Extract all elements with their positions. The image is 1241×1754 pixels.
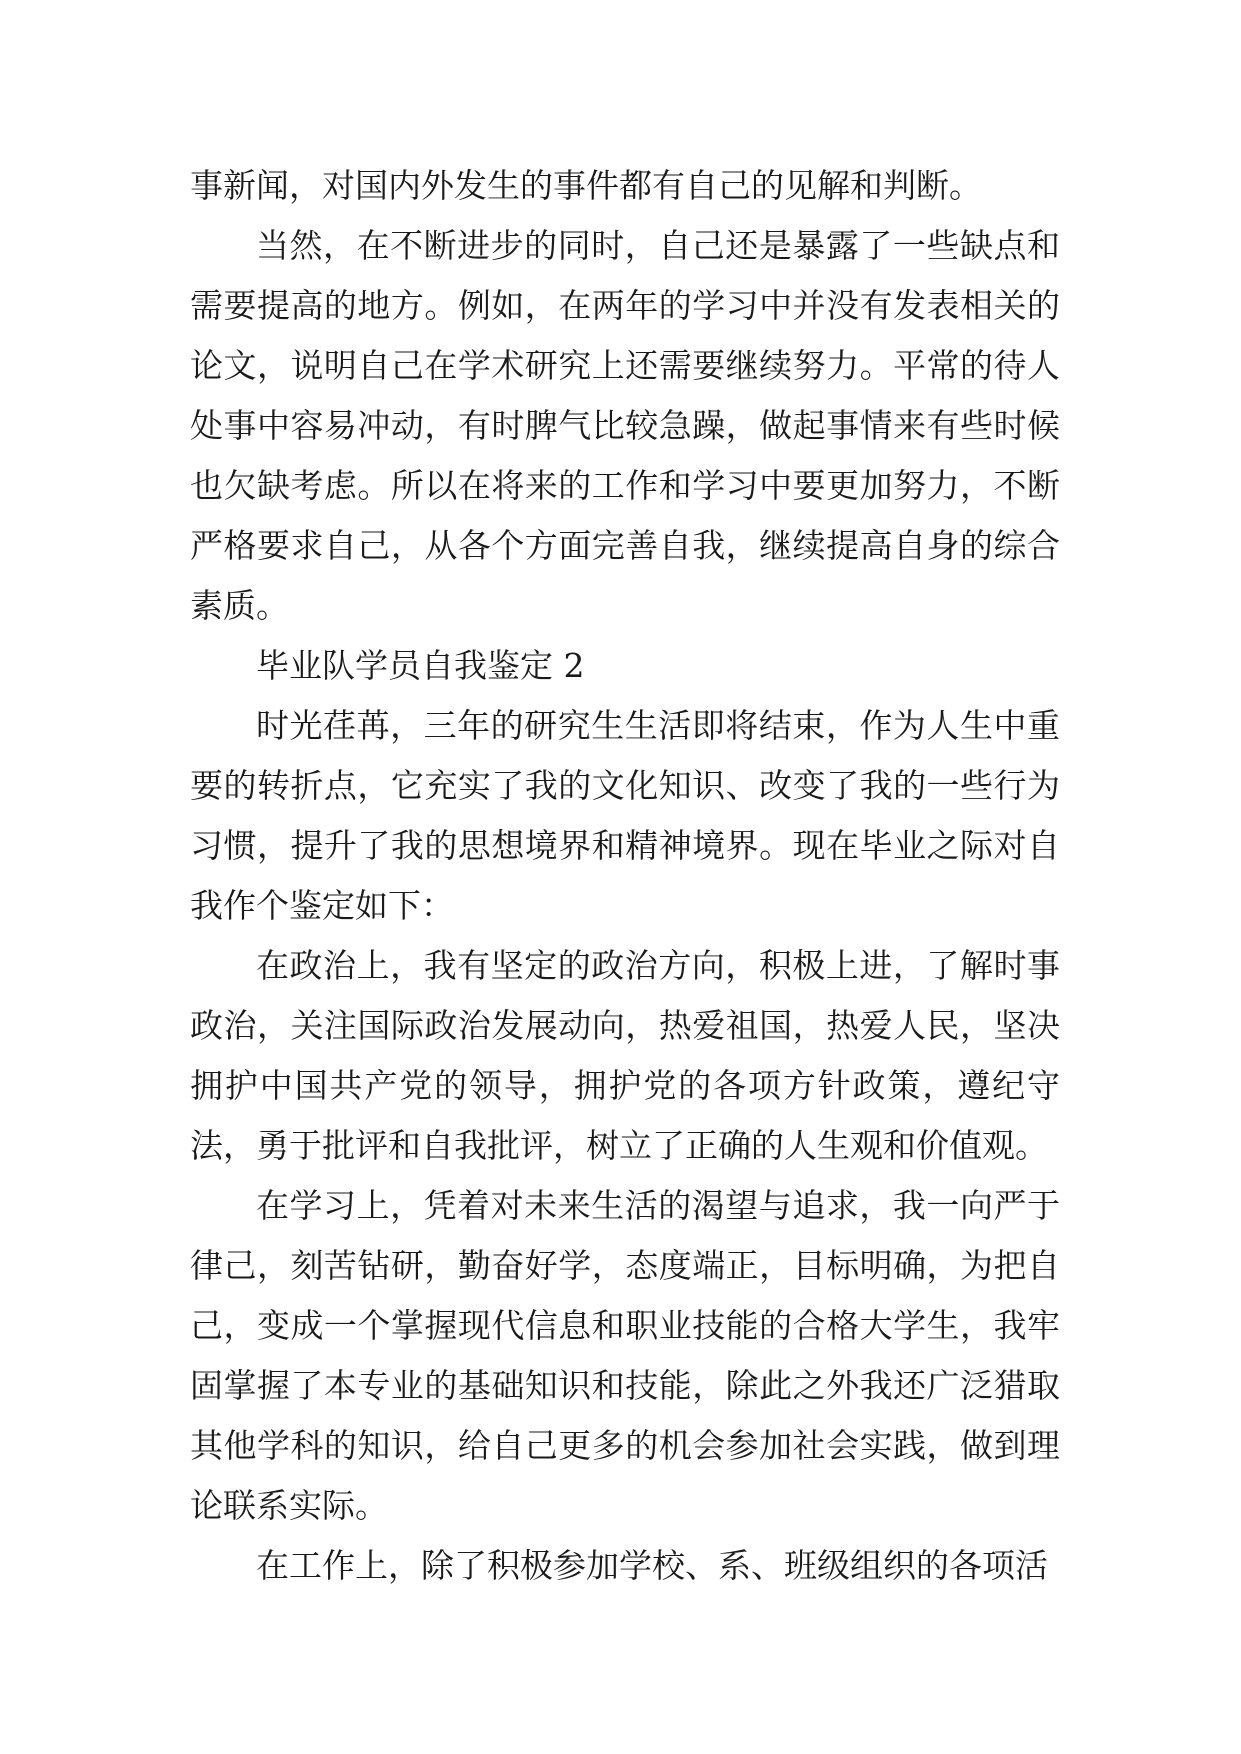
paragraph-study: 在学习上，凭着对未来生活的渴望与追求，我一向严于律己，刻苦钻研，勤奋好学，态度端正，目标明确，为把自己，变成一个掌握现代信息和职业技能的合格大学生，我牢固掌握了本专业的基础知识和技能，除此之外我还广泛猎取其他学科的知识，给自己更多的机会参加社会实践，做到理论联系实际。 — [190, 1186, 1060, 1525]
paragraph-politics: 在政治上，我有坚定的政治方向，积极上进，了解时事政治，关注国际政治发展动向，热爱祖国，热爱人民，坚决拥护中国共产党的领导，拥护党的各项方针政策，遵纪守法，勇于批评和自我批评，树立了正确的人生观和价值观。 — [190, 946, 1060, 1165]
paragraph-intro: 时光荏苒，三年的研究生生活即将结束，作为人生中重要的转折点，它充实了我的文化知识、改变了我的一些行为习惯，提升了我的思想境界和精神境界。现在毕业之际对自我作个鉴定如下： — [190, 706, 1060, 925]
paragraph-shortcomings: 当然，在不断进步的同时，自己还是暴露了一些缺点和需要提高的地方。例如，在两年的学习中并没有发表相关的论文，说明自己在学术研究上还需要继续努力。平常的待人处事中容易冲动，有时脾气比较急躁，做起事情来有些时候也欠缺考虑。所以在将来的工作和学习中要更加努力，不断严格要求自己，从各个方面完善自我，继续提高自身的综合素质。 — [190, 226, 1060, 625]
section-heading: 毕业队学员自我鉴定 2 — [256, 646, 585, 685]
paragraph-continuation: 事新闻，对国内外发生的事件都有自己的见解和判断。 — [190, 166, 982, 205]
document-body — [190, 156, 1060, 1596]
paragraph-work: 在工作上，除了积极参加学校、系、班级组织的各项活 — [256, 1546, 1048, 1585]
